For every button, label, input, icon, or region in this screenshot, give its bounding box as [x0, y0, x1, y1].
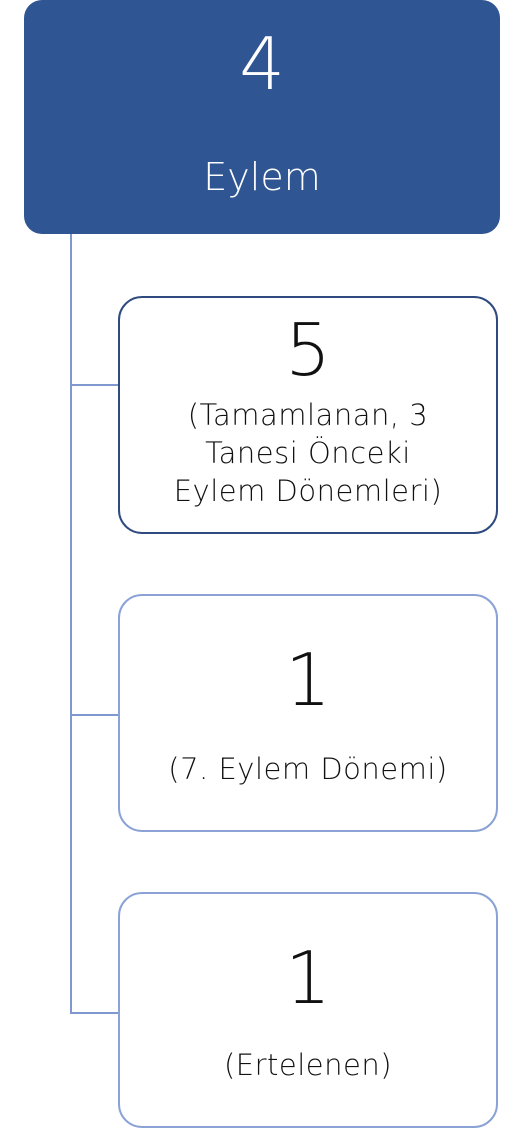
header-node: [24, 0, 500, 234]
child-number: 1: [285, 936, 331, 1020]
vertical-connector: [70, 234, 72, 1014]
child-text-line: Eylem Dönemleri): [173, 474, 443, 508]
child-text-line: Tanesi Önceki: [205, 436, 411, 470]
child-node-completed: [118, 296, 498, 534]
connector-to-child-2: [70, 714, 118, 716]
header-label: Eylem: [203, 155, 321, 199]
child-text-line: (7. Eylem Dönemi): [168, 752, 448, 786]
connector-to-child-3: [70, 1012, 118, 1014]
header-number: 4: [239, 22, 285, 106]
connector-to-child-1: [70, 384, 118, 386]
child-node-postponed: [118, 892, 498, 1128]
child-text-line: (Tamamlanan, 3: [187, 398, 429, 432]
child-number: 1: [285, 638, 331, 722]
child-text-line: (Ertelenen): [223, 1048, 393, 1082]
child-node-period-7: [118, 594, 498, 832]
child-number: 5: [285, 308, 331, 392]
